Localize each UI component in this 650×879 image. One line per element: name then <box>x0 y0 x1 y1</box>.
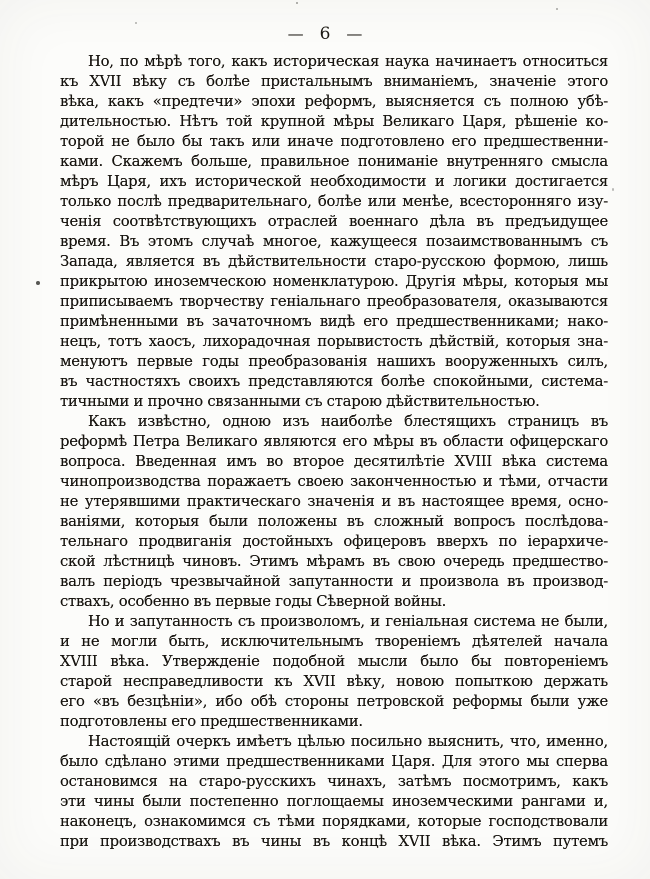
ink-speck <box>135 22 137 24</box>
text-line: XVIII вѣка. Утвержденіе подобной мысли было бы повтореніемъ <box>60 653 608 670</box>
text-line: Настоящій очеркъ имѣетъ цѣлью посильно выяснить, что, именно, <box>88 733 608 750</box>
text-line: менуютъ первые годы преобразованія нашихъ вооруженныхъ силъ, <box>60 353 608 370</box>
page-text <box>60 52 608 852</box>
page-number: 6 <box>319 24 331 44</box>
text-line: ствахъ, особенно въ первые годы Сѣверной войны. <box>60 593 447 610</box>
header-dash-right: — <box>346 23 363 43</box>
text-line: наконецъ, ознакомимся съ тѣми порядками, которые господствовали <box>60 813 608 830</box>
header-dash-left: — <box>287 23 304 43</box>
text-line: Но, по мѣрѣ того, какъ историческая наука начинаетъ относиться <box>88 53 608 70</box>
text-line: было сдѣлано этими предшественниками Царя. Для этого мы сперва <box>60 753 608 770</box>
text-line: въ частностяхъ своихъ представляются болѣе спокойными, система- <box>60 373 608 390</box>
text-line: старой несправедливости къ XVII вѣку, новою попыткою держать <box>60 673 608 690</box>
text-line: при производствахъ въ чины въ концѣ XVII вѣка. Этимъ путемъ <box>60 833 608 850</box>
text-line: время. Въ этомъ случаѣ многое, кажущееся позаимствованнымъ съ <box>60 233 608 250</box>
text-line: только послѣ предварительнаго, болѣе или менѣе, всесторонняго изу- <box>60 193 608 210</box>
text-line: примѣненными въ зачаточномъ видѣ его предшественниками; нако- <box>60 313 608 330</box>
page-header <box>0 24 650 44</box>
ink-speck <box>556 8 558 10</box>
paragraph <box>60 412 608 612</box>
ink-speck <box>36 281 40 285</box>
text-line: эти чины были постепенно поглощаемы иноземческими рангами и, <box>60 793 608 810</box>
text-line: нецъ, тотъ хаосъ, лихорадочная порывистость дѣйствій, которыя зна- <box>60 333 608 350</box>
text-line: ками. Скажемъ больше, правильное пониманіе внутренняго смысла <box>60 153 608 170</box>
text-line: торой не было бы такъ или иначе подготовлено его предшественни- <box>60 133 608 150</box>
text-line: прикрытою иноземческою номенклатурою. Другія мѣры, которыя мы <box>60 273 608 290</box>
text-line: Запада, является въ дѣйствительности старо-русскою формою, лишь <box>60 253 608 270</box>
text-line: вопроса. Введенная имъ во второе десятилѣтіе XVIII вѣка система <box>60 453 608 470</box>
text-line: ваніями, которыя были положены въ сложный вопросъ послѣдова- <box>60 513 608 530</box>
text-line: Но и запутанность съ произволомъ, и геніальная система не были, <box>88 613 608 630</box>
text-line: Какъ извѣстно, одною изъ наиболѣе блестящихъ страницъ въ <box>88 413 608 430</box>
text-line: не утерявшими практическаго значенія и въ настоящее время, осно- <box>60 493 608 510</box>
text-line: ской лѣстницѣ чиновъ. Этимъ мѣрамъ въ свою очередь предшество- <box>60 553 608 570</box>
paragraph <box>60 612 608 732</box>
text-line: подготовлены его предшественниками. <box>60 713 363 730</box>
text-line: остановимся на старо-русскихъ чинахъ, затѣмъ посмотримъ, какъ <box>60 773 608 790</box>
text-line: его «въ безцѣніи», ибо обѣ стороны петровской реформы были уже <box>60 693 608 710</box>
text-line: вѣка, какъ «предтечи» эпохи реформъ, выясняется съ полною убѣ- <box>60 93 608 110</box>
text-line: чинопроизводства поражаетъ своею законченностью и тѣми, отчасти <box>60 473 608 490</box>
text-line: мѣръ Царя, ихъ исторической необходимости и логики достигается <box>60 173 608 190</box>
text-line: тичными и прочно связанными съ старою дѣйствительностью. <box>60 393 540 410</box>
paragraph <box>60 732 608 852</box>
ink-speck <box>612 188 614 191</box>
paragraph <box>60 52 608 412</box>
text-line: тельнаго продвиганія достойныхъ офицеровъ вверхъ по іерархиче- <box>60 533 608 550</box>
ink-speck <box>296 2 298 4</box>
text-line: валъ періодъ чрезвычайной запутанности и произвола въ производ- <box>60 573 608 590</box>
text-line: реформѣ Петра Великаго являются его мѣры въ области офицерскаго <box>60 433 608 450</box>
text-line: и не могли быть, исключительнымъ твореніемъ дѣятелей начала <box>60 633 608 650</box>
text-line: ченія соотвѣтствующихъ отраслей военнаго дѣла въ предъидущее <box>60 213 608 230</box>
text-line: къ XVII вѣку съ болѣе пристальнымъ вниманіемъ, значеніе этого <box>60 73 608 90</box>
text-line: приписываемъ творчеству геніальнаго преобразователя, оказываются <box>60 293 608 310</box>
text-line: дительностью. Нѣтъ той крупной мѣры Великаго Царя, рѣшеніе ко- <box>60 113 608 130</box>
